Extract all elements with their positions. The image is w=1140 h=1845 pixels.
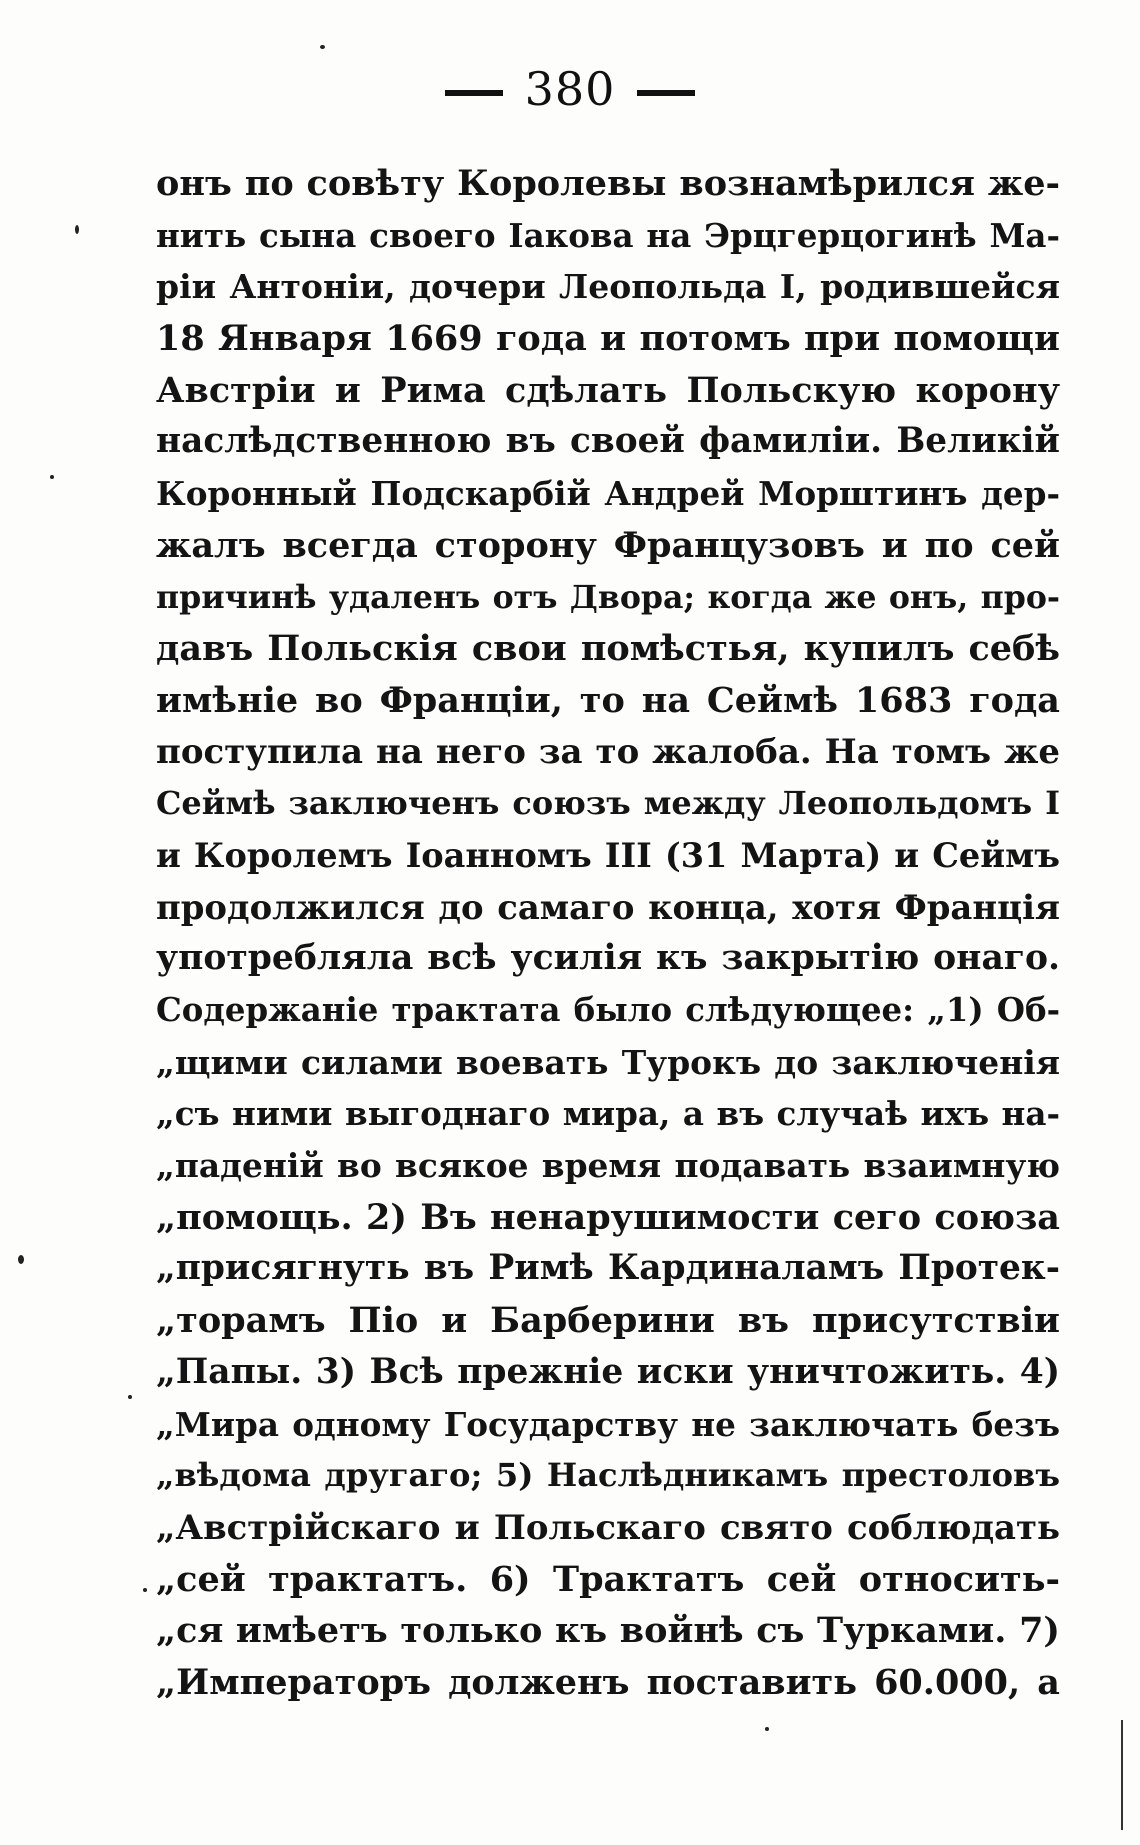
scan-speck — [75, 225, 79, 234]
text-line: „щими силами воевать Турокъ до заключенія — [156, 1042, 1060, 1082]
text-line: „присягнуть въ Римѣ Кардиналамъ Протек- — [156, 1248, 1060, 1289]
text-line: „сей трактатъ. 6) Трактатъ сей относить- — [156, 1558, 1060, 1600]
text-line: Сеймѣ заключенъ союзъ между Леопольдомъ I — [156, 784, 1060, 823]
scan-speck — [765, 1727, 769, 1731]
right-dash — [637, 90, 695, 96]
scan-speck — [320, 45, 325, 49]
text-line: нить сына своего Іакова на Эрцгерцогинѣ Ма- — [156, 215, 1060, 255]
text-line: давъ Польскія свои помѣстья, купилъ себѣ — [156, 628, 1060, 670]
text-line: употребляла всѣ усилія къ закрытію онаго. — [156, 938, 1060, 979]
text-line: „съ ними выгоднаго мира, а въ случаѣ ихъ на- — [156, 1094, 1060, 1134]
text-line: имѣніе во Франціи, то на Сеймѣ 1683 года — [156, 679, 1060, 721]
scan-speck — [18, 1255, 24, 1264]
text-line: Содержаніе трактата было слѣдующее: „1) Об- — [156, 991, 1060, 1029]
text-line: „торамъ Піо и Барберини въ присутствіи — [156, 1300, 1060, 1342]
page-number: 380 — [524, 62, 616, 116]
text-line: „Мира одному Государству не заключать безъ — [156, 1404, 1060, 1444]
text-line: поступила на него за то жалоба. На томъ же — [156, 731, 1060, 772]
text-line: 18 Января 1669 года и потомъ при помощи — [156, 318, 1060, 360]
text-line: „ся имѣетъ только къ войнѣ съ Турками. 7) — [156, 1610, 1060, 1652]
text-line: „Австрійскаго и Польскаго свято соблюдать — [156, 1506, 1060, 1547]
text-line: Коронный Подскарбій Андрей Морштинъ дер- — [156, 474, 1060, 514]
text-line: причинѣ удаленъ отъ Двора; когда же онъ, про- — [156, 578, 1060, 616]
text-line: онъ по совѣту Королевы вознамѣрился же- — [156, 163, 1060, 204]
text-line: „Императоръ долженъ поставить 60.000, а — [156, 1661, 1060, 1703]
scan-speck — [128, 1395, 132, 1399]
text-line: „паденій во всякое время подавать взаимную — [156, 1146, 1060, 1186]
text-line: ріи Антоніи, дочери Леопольда I, родившейся — [156, 267, 1060, 307]
text-line: „Папы. 3) Всѣ прежніе иски уничтожить. 4) — [156, 1351, 1060, 1392]
text-line: продолжился до самаго конца, хотя Франція — [156, 886, 1060, 927]
scan-speck — [50, 475, 54, 479]
text-line: „вѣдома другаго; 5) Наслѣдникамъ престоловъ — [156, 1456, 1060, 1495]
text-line: жалъ всегда сторону Французовъ и по сей — [156, 524, 1060, 566]
text-line: Австріи и Рима сдѣлать Польскую корону — [156, 369, 1060, 411]
left-dash — [445, 90, 503, 96]
text-line: „помощь. 2) Въ ненарушимости сего союза — [156, 1196, 1060, 1238]
body-text — [156, 158, 1060, 1709]
text-line: и Королемъ Іоанномъ III (31 Марта) и Сеймъ — [156, 834, 1060, 875]
text-line: наслѣдственною въ своей фамиліи. Великій — [156, 421, 1060, 462]
scan-speck — [143, 1588, 147, 1592]
scan-edge-line — [1121, 1720, 1123, 1830]
page-header — [0, 62, 1140, 116]
